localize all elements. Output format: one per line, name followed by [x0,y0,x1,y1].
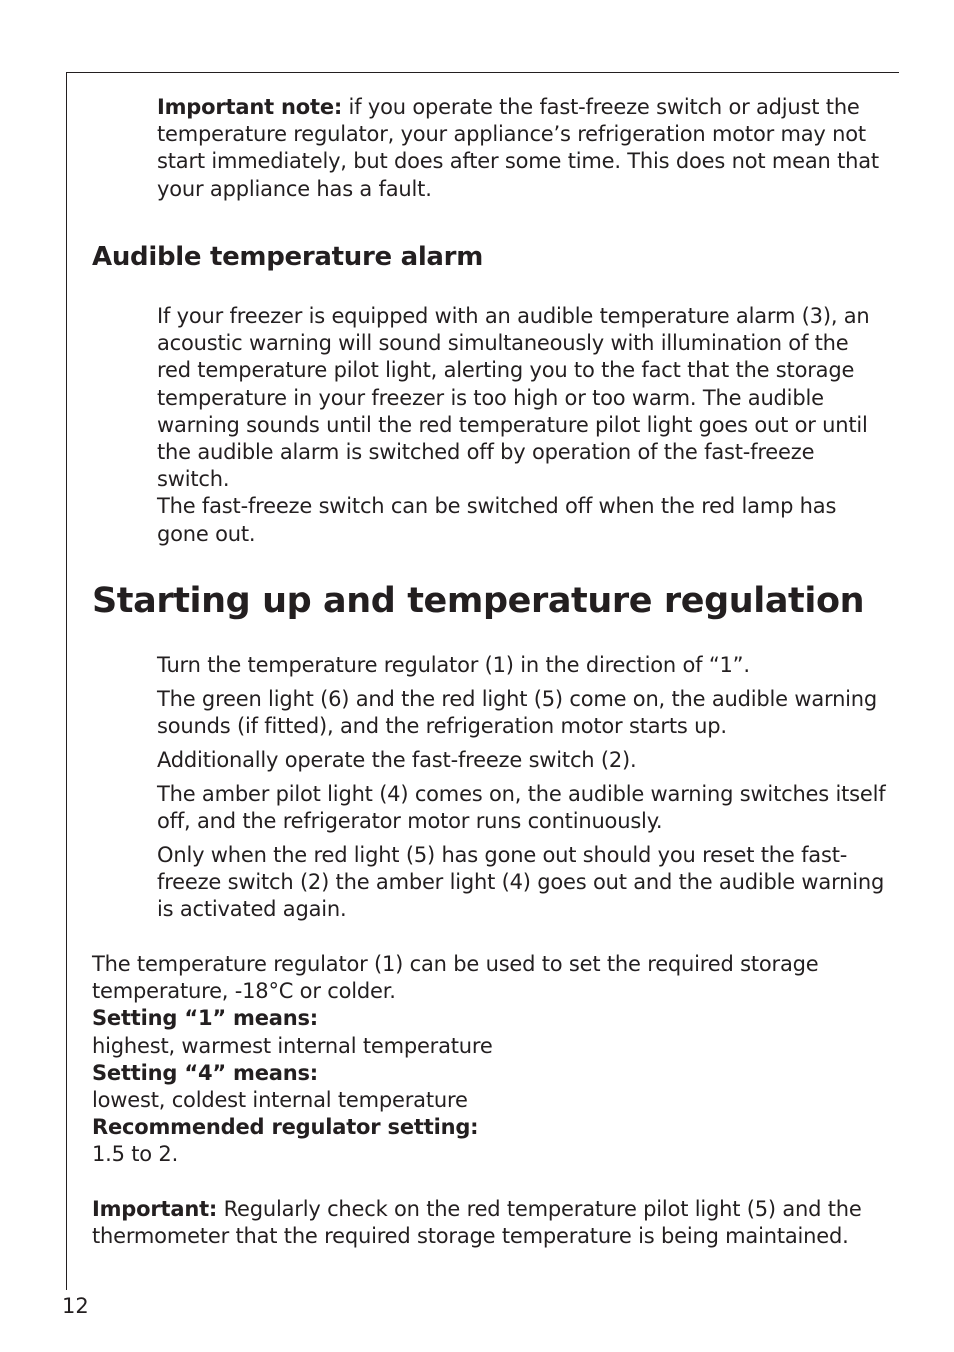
setting-4-label: Setting “4” means: [92,1060,319,1085]
note-label: Important note: [157,95,343,119]
startup-heading: Starting up and temperature regulation [92,581,865,621]
alarm-line: warning sounds until the red temperature pilot light goes out or until [157,412,868,437]
note-line-4: your appliance has a fault. [157,176,432,201]
important-note-paragraph [157,94,877,203]
startup-step-5: Only when the red light (5) has gone out should you reset the fast- freeze switch (2) the amber light (4) goes out and the audible warning is activated again. [157,843,885,922]
alarm-line: red temperature pilot light, alerting you to the fact that the storage [157,358,855,383]
alarm-line: acoustic warning will sound simultaneously with illumination of the [157,331,849,356]
alarm-line: temperature in your freezer is too high or too warm. The audible [157,385,824,410]
startup-step-2: The green light (6) and the red light (5) come on, the audible warning sounds (if fitted), and the refrigeration motor starts up. [157,687,878,739]
note-line-1: Important note: if you operate the fast-freeze switch or adjust the [157,95,860,119]
startup-step-1: Turn the temperature regulator (1) in the direction of “1”. [157,653,750,677]
note-line-3: start immediately, but does after some time. This does not mean that [157,149,879,174]
regulator-paragraph: The temperature regulator (1) can be used to set the required storage temperature, -18°C or colder. Setting “1” means: highest, warmest internal temperature Setting “4” means: lowest, coldest internal temperature Recommended regulator setting: 1.5 to 2. [92,951,872,1169]
alarm-line: The fast-freeze switch can be switched off when the red lamp has [157,494,837,519]
alarm-paragraph [157,303,877,548]
important-label: Important: [92,1197,218,1221]
recommended-setting-label: Recommended regulator setting: [92,1115,479,1140]
left-rule [66,72,67,1290]
top-rule [66,72,899,73]
alarm-line: switch. [157,467,230,492]
alarm-heading: Audible temperature alarm [92,242,483,272]
recommended-setting-value: 1.5 to 2. [92,1142,179,1167]
alarm-line: the audible alarm is switched off by operation of the fast-freeze [157,440,815,465]
alarm-line: If your freezer is equipped with an audible temperature alarm (3), an [157,304,870,328]
note-line-2: temperature regulator, your appliance’s refrigeration motor may not [157,122,866,147]
startup-step-4: The amber pilot light (4) comes on, the audible warning switches itself off, and the refrigerator motor runs continuously. [157,782,886,834]
setting-1-value: highest, warmest internal temperature [92,1033,493,1058]
page-number: 12 [62,1294,89,1318]
important-paragraph: Important: Regularly check on the red temperature pilot light (5) and the thermometer that the required storage temperature is being maintained. [92,1197,862,1249]
startup-step-3: Additionally operate the fast-freeze switch (2). [157,748,637,772]
setting-4-value: lowest, coldest internal temperature [92,1088,468,1113]
setting-1-label: Setting “1” means: [92,1006,319,1031]
alarm-line: gone out. [157,521,256,546]
